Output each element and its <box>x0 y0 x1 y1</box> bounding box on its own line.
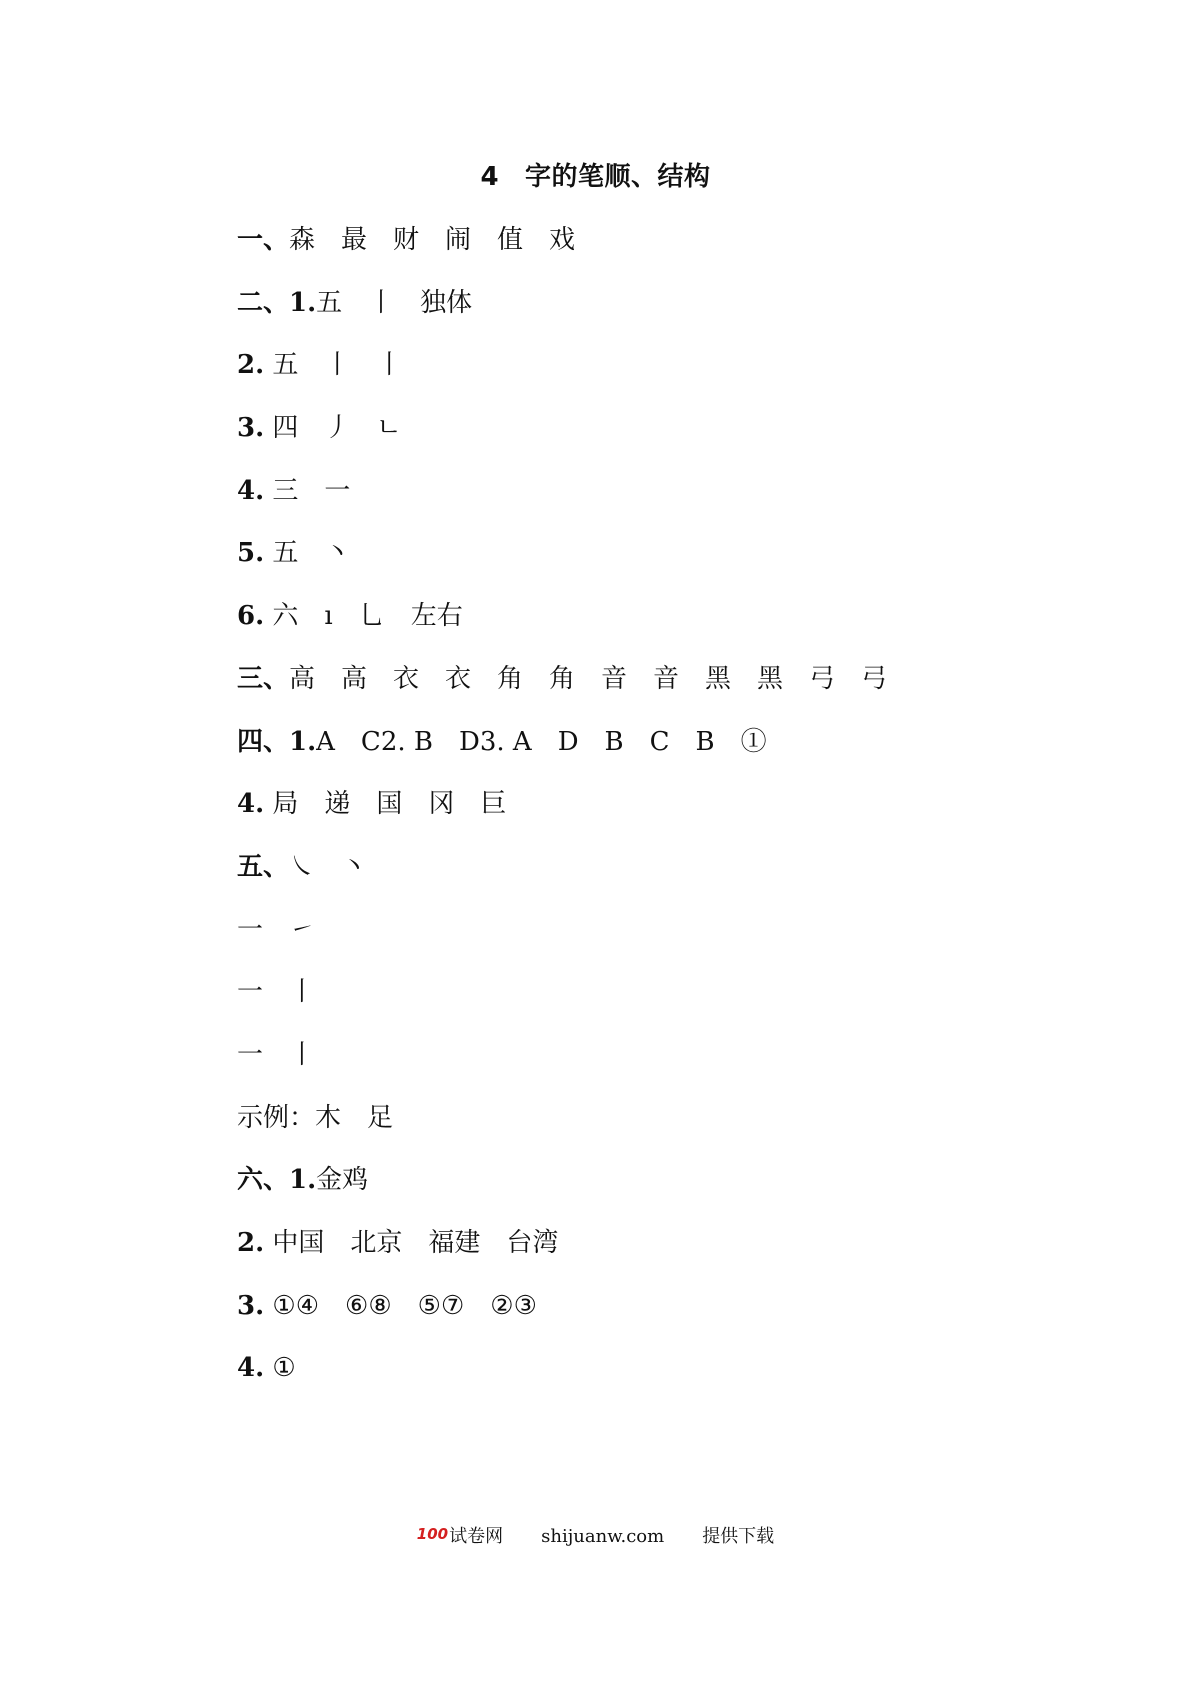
answer-line-3 <box>237 343 1137 406</box>
answer-label: 2. <box>237 1228 265 1258</box>
answer-text: 六 ı 乚 左右 <box>264 601 463 632</box>
answer-text: 四 丿 ㄴ <box>264 413 402 444</box>
answer-label: 2. <box>237 350 265 381</box>
answer-text: ①④ ⑥⑧ ⑤⑦ ②③ <box>264 1290 537 1321</box>
answer-line-5 <box>237 469 1137 532</box>
answer-text: 五 丨 独体 <box>316 287 473 318</box>
answer-label: 4. <box>237 475 265 506</box>
answer-line-18 <box>237 1284 1137 1347</box>
answer-label: 3. <box>237 413 265 444</box>
answer-line-12 <box>237 908 1137 971</box>
answer-label: 四、1. <box>237 726 317 757</box>
answer-text: 一 丨 <box>237 977 316 1008</box>
answer-line-2 <box>237 281 1137 344</box>
answer-text: 五 丶 <box>264 538 351 569</box>
site-tagline: 提供下载 <box>702 1526 775 1547</box>
answer-line-16 <box>237 1158 1137 1221</box>
answer-text: 三 一 <box>264 475 351 506</box>
page-title <box>0 156 1191 193</box>
answer-line-15 <box>237 1096 1137 1159</box>
answer-text: ㇏ 丶 <box>289 851 368 882</box>
page-footer <box>0 1522 1191 1548</box>
answer-label: 3. <box>237 1290 265 1321</box>
answer-label: 一、 <box>237 225 290 255</box>
answer-label: 三、 <box>237 663 290 694</box>
answer-line-17 <box>237 1221 1137 1284</box>
answer-label: 五、 <box>237 851 290 882</box>
site-name: 试卷网 <box>449 1526 504 1547</box>
answer-line-1 <box>237 218 1137 281</box>
answer-text: 局 递 国 冈 巨 <box>264 789 507 820</box>
answer-label: 二、1. <box>237 287 317 318</box>
answer-line-8 <box>237 657 1137 720</box>
answer-label: 6. <box>237 601 265 632</box>
answer-line-11 <box>237 845 1137 908</box>
title-number: 4 <box>480 162 500 192</box>
answer-text: 五 丨 丨 <box>264 350 403 381</box>
answer-text: 中国 北京 福建 台湾 <box>264 1228 559 1258</box>
answer-line-4 <box>237 406 1137 469</box>
answer-text: 金鸡 <box>316 1165 369 1196</box>
answer-line-10 <box>237 782 1137 845</box>
answer-list <box>237 218 1137 1409</box>
answer-text: 一 丨 <box>237 1039 316 1070</box>
title-text: 字的笔顺、结构 <box>525 162 711 192</box>
answer-label: 4. <box>237 789 265 820</box>
answer-line-6 <box>237 531 1137 594</box>
answer-label: 4. <box>237 1353 265 1384</box>
site-domain: shijuanw.com <box>541 1526 665 1547</box>
answer-line-7 <box>237 594 1137 657</box>
site-logo: 100 <box>416 1525 449 1543</box>
answer-text: 高 高 衣 衣 角 角 音 音 黑 黑 弓 弓 <box>289 663 888 694</box>
answer-text: 森 最 财 闹 值 戏 <box>289 225 576 255</box>
answer-line-13 <box>237 970 1137 1033</box>
answer-text: A C2. B D3. A D B C B ① <box>316 726 767 757</box>
answer-line-9 <box>237 720 1137 783</box>
answer-text: ① <box>264 1353 296 1384</box>
answer-label: 六、1. <box>237 1165 317 1196</box>
answer-line-19 <box>237 1346 1137 1409</box>
answer-text: 一 ㇀ <box>237 914 316 945</box>
answer-text: 示例：木 足 <box>237 1102 394 1133</box>
answer-label: 5. <box>237 538 265 569</box>
answer-line-14 <box>237 1033 1137 1096</box>
